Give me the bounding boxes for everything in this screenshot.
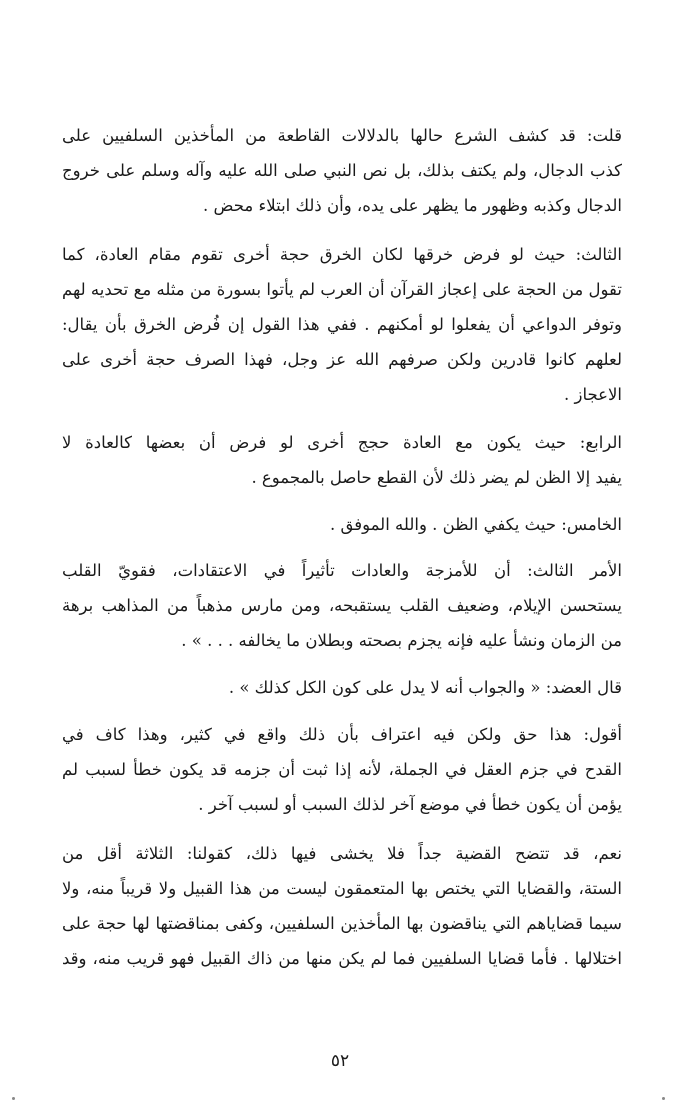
text-line: وتوفر الدواعي أن يفعلوا لو أمكنهم . ففي هذا القول إن فُرض الخرق بأن يقال: [62,315,622,334]
text-line: قلت: قد كشف الشرع حالها بالدلالات القاطعة من المأخذين السلفيين على [62,126,622,145]
text-line: كذب الدجال، ولم يكتف بذلك، بل نص النبي صلى الله عليه وآله وسلم على خروج [62,161,622,180]
text-line: يفيد إلا الظن لم يضر ذلك لأن القطع حاصل بالمجموع . [251,468,622,487]
scan-speck [12,1097,15,1100]
page-body [62,118,622,976]
text-line: من الزمان ونشأ عليه فإنه يجزم بصحته وبطلان ما يخالفه . . . » . [181,631,622,650]
text-line: تقول من الحجة على إعجاز القرآن أن العرب لم يأتوا بسورة من مثله مع تحديه لهم [62,280,622,299]
text-line: الاعجاز . [564,385,622,404]
text-line: الثالث: حيث لو فرض خرقها لكان الخرق حجة أخرى تقوم مقام العادة، كما [62,245,622,264]
text-line: نعم، قد تتضح القضية جداً فلا يخشى فيها ذلك، كقولنا: الثلاثة أقل من [62,844,622,863]
paragraph-6 [62,670,622,705]
paragraph-2 [62,237,622,412]
scan-speck [662,1097,665,1100]
page-number: ٥٢ [330,1051,350,1071]
text-line: الأمر الثالث: أن للأمزجة والعادات تأثيراً في الاعتقادات، فقويّ القلب [62,561,622,580]
text-line: يستحسن الإيلام، وضعيف القلب يستقبحه، ومن مارس مذهباً من المذاهب برهة [62,596,622,615]
paragraph-4 [62,507,622,542]
paragraph-3 [62,425,622,495]
paragraph-1 [62,118,622,223]
text-line: الخامس: حيث يكفي الظن . والله الموفق . [329,515,622,534]
text-line: أقول: هذا حق ولكن فيه اعتراف بأن ذلك واقع في كثير، وهذا كاف في [62,725,622,744]
text-line: قال العضد: « والجواب أنه لا يدل على كون الكل كذلك » . [228,678,622,697]
text-line: الدجال وكذبه وظهور ما يظهر على يده، وأن ذلك ابتلاء محض . [203,196,622,215]
text-line: يؤمن أن يكون خطأ في موضع آخر لذلك السبب أو لسبب آخر . [198,795,622,814]
paragraph-5 [62,553,622,658]
paragraph-8 [62,836,622,976]
text-line: سيما قضاياهم التي يناقضون بها المأخذين السلفيين، وكفى بمناقضتها لها حجة على [62,914,622,933]
text-line: الرابع: حيث يكون مع العادة حجج أخرى لو فرض أن بعضها كالعادة لا [62,433,622,452]
text-line: اختلالها . فأما قضايا السلفيين فما لم يكن منها من ذاك القبيل فهو قريب منه، وقد [62,949,622,968]
text-line: القدح في جزم العقل في الجملة، لأنه إذا ثبت أن جزمه قد يكون خطأ لسبب لم [62,760,622,779]
text-line: لعلهم كانوا قادرين ولكن صرفهم الله عز وجل، فهذا الصرف حجة أخرى على [62,350,622,369]
text-line: الستة، والقضايا التي يختص بها المتعمقون ليست من هذا القبيل ولا قريباً منه، ولا [62,879,622,898]
paragraph-7 [62,717,622,822]
